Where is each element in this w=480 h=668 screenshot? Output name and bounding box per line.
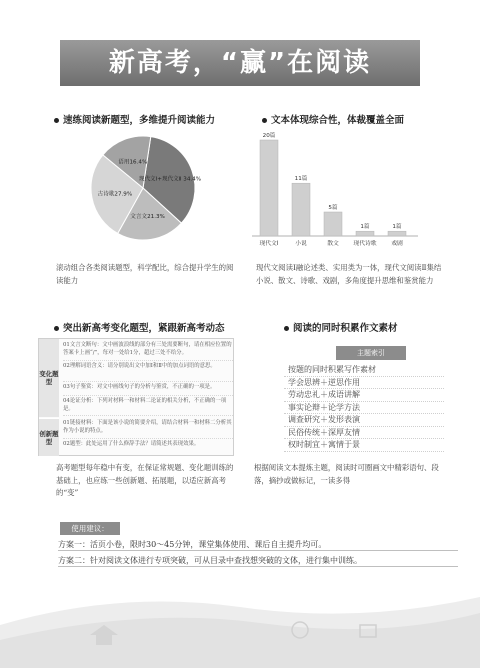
section-title-coverage bbox=[262, 112, 404, 126]
bar-value-label: 11篇 bbox=[294, 176, 308, 183]
pie-slice-label: 古诗歌27.9% bbox=[97, 191, 133, 198]
section-title-text: 突出新高考变化题型，紧跟新高考动态 bbox=[63, 323, 225, 334]
footer-decoration bbox=[0, 585, 480, 668]
bar bbox=[292, 183, 310, 236]
usage-tip-line: 方案一：活页小卷，限时30～45分钟，课堂集体使用、课后自主提升均可。 bbox=[58, 539, 458, 551]
section-title-text: 文本体现综合性，体裁覆盖全面 bbox=[271, 115, 405, 126]
theme-index bbox=[284, 346, 444, 454]
bullet-icon bbox=[262, 118, 267, 123]
table-item: 02理解词语含义：请分别说出文中加Ⅰ和Ⅱ中的加点词语的意思。 bbox=[63, 363, 233, 382]
table-item: 04论证分析：下列对材料一和材料二论证的相关分析，不正确的一项是。 bbox=[63, 398, 233, 416]
theme-index-header: 按题的同时积累写作素材 bbox=[284, 364, 444, 377]
bullet-icon bbox=[54, 118, 59, 123]
table-item: 01文言文断句：文中画波浪线的部分有三处需要断句，请在相应位置的答案卡上画“/”，每对一处给1分，超过三处不给分。 bbox=[63, 342, 233, 361]
bar-value-label: 1篇 bbox=[392, 224, 402, 231]
bar bbox=[324, 212, 342, 236]
usage-tips-label: 使用建议： bbox=[60, 522, 120, 535]
section-text-coverage: 现代文阅读Ⅰ融论述类、实用类为一体，现代文阅读Ⅱ集结小说、散文、诗歌、戏剧，多角度提升思维和鉴赏能力 bbox=[256, 263, 442, 285]
pie-chart bbox=[40, 128, 240, 258]
bar-value-label: 5篇 bbox=[328, 205, 338, 211]
bar bbox=[388, 231, 406, 236]
theme-index-item: 学会思辨＋逆思作用 bbox=[284, 377, 444, 390]
section-text-writing-material: 根据阅读文本提炼主题，阅读时可圈画文中精彩语句、段落，摘抄或做标记，一读多得 bbox=[254, 463, 439, 485]
bullet-icon bbox=[284, 326, 289, 331]
usage-tip-line: 方案二：针对阅读文体进行专项突破，可从目录中查找想突破的文体，进行集中训练。 bbox=[58, 555, 458, 567]
bar-marks bbox=[252, 131, 418, 247]
table-item: 02题型：此处运用了什么修辞手法？请简述其表现效果。 bbox=[63, 441, 200, 447]
theme-index-item: 劳动忠礼＋成语讲解 bbox=[284, 389, 444, 402]
section-title-text: 速练阅读新题型，多维提升阅读能力 bbox=[63, 115, 216, 126]
theme-index-item: 民俗传统＋深厚友情 bbox=[284, 427, 444, 440]
bar-category-label: 现代诗歌 bbox=[353, 241, 377, 247]
theme-index-item: 调查研究＋发形表演 bbox=[284, 414, 444, 427]
theme-index-list bbox=[284, 364, 444, 452]
question-type-table bbox=[38, 338, 234, 456]
table-category-change: 变化题型 bbox=[39, 339, 59, 417]
section-text-practice: 滚动组合各类阅读题型，科学配比，综合提升学生的阅读能力 bbox=[56, 263, 234, 285]
theme-index-tab: 主题索引 bbox=[336, 346, 406, 360]
section-text-new-question-types: 高考题型每年稳中有变，在保证常规题、变化题训练的基础上，也应练一些创新题、拓展题，以适应新高考的“变” bbox=[56, 463, 234, 497]
bar-value-label: 20篇 bbox=[262, 133, 276, 139]
bullet-icon bbox=[54, 326, 59, 331]
table-item: 03句子鉴赏：对文中画线句子的分析与鉴赏，不正确的一项是。 bbox=[63, 384, 233, 396]
section-title-practice bbox=[54, 112, 215, 126]
bar-category-label: 小说 bbox=[295, 241, 307, 247]
section-title-writing-material bbox=[284, 320, 398, 334]
pie-slices bbox=[91, 136, 195, 240]
bar-category-label: 现代文Ⅰ bbox=[259, 241, 279, 247]
bar bbox=[356, 231, 374, 236]
theme-index-item: 权时制宜＋寓情于景 bbox=[284, 439, 444, 452]
table-item: 01链接材料：下面是该小说的简要介绍，请结合材料一和材料二分析其作为小说的特点。 bbox=[63, 420, 233, 439]
bar bbox=[260, 140, 278, 236]
pie-slice-label: 语用16.4% bbox=[118, 159, 148, 166]
banner bbox=[0, 30, 480, 90]
theme-index-item: 事实论辩＋论学方法 bbox=[284, 402, 444, 415]
pie-slice-label: 现代文Ⅰ+现代文Ⅱ 34.4% bbox=[138, 176, 202, 183]
bar-category-label: 戏剧 bbox=[391, 241, 403, 247]
banner-title: 新高考，“赢”在阅读 bbox=[108, 48, 372, 78]
bar-value-label: 1篇 bbox=[360, 224, 370, 231]
pie-slice-label: 文言文21.3% bbox=[130, 214, 165, 221]
bar-category-label: 散文 bbox=[327, 241, 339, 247]
section-title-new-question-types bbox=[54, 320, 225, 334]
bar-chart bbox=[250, 126, 420, 256]
table-category-innovate: 创新题型 bbox=[39, 418, 59, 456]
section-title-text: 阅读的同时积累作文素材 bbox=[293, 323, 398, 334]
